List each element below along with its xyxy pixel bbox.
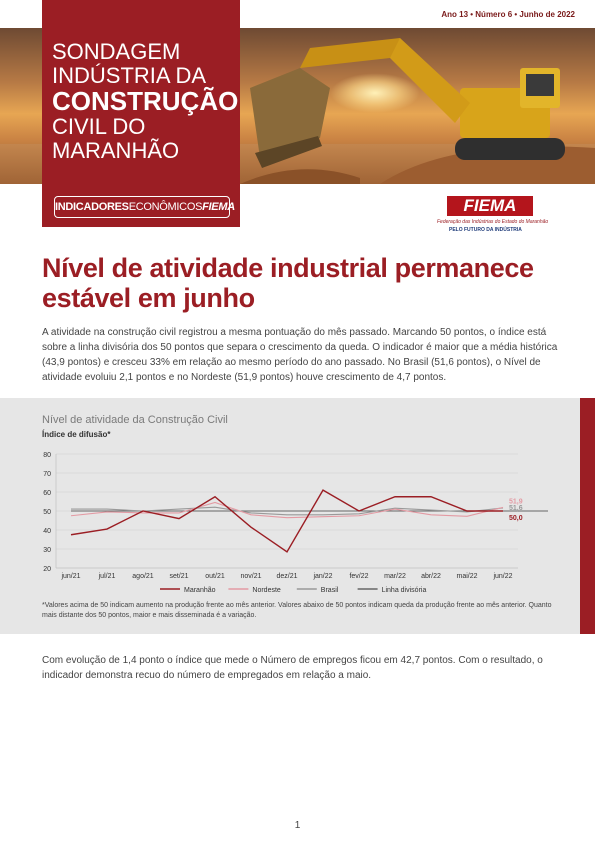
end-value-label: 51,6 [509, 504, 523, 512]
title-line: CIVIL DO [52, 114, 146, 139]
legend-label: Linha divisória [381, 587, 427, 594]
x-tick-label: mai/22 [456, 573, 478, 580]
x-tick-label: abr/22 [421, 573, 441, 580]
y-tick-label: 20 [43, 566, 51, 573]
chart-y-label: Índice de difusão* [42, 430, 111, 439]
y-tick-label: 40 [43, 528, 51, 535]
title-line: CONSTRUÇÃO [52, 86, 239, 116]
line-chart [30, 446, 560, 598]
chart-title: Nível de atividade da Construção Civil [42, 414, 228, 426]
legend-label: Nordeste [252, 587, 281, 594]
chart-footnote: *Valores acima de 50 indicam aumento na produção frente ao mês anterior. Valores abaixo de 50 pontos indicam queda da produção frente ao mês anterior. Quanto mais distante dos 50 pontos, maior e mais disseminada é a variação. [42, 602, 552, 619]
x-tick-label: jul/21 [98, 573, 116, 580]
x-tick-label: out/21 [205, 573, 225, 580]
y-tick-label: 60 [43, 490, 51, 497]
logo-slogan: PELO FUTURO DA INDÚSTRIA [449, 227, 522, 233]
x-tick-label: nov/21 [240, 573, 262, 580]
tag-part1: INDICADORES [55, 201, 129, 213]
article-headline: Nível de atividade industrial permanece estável em junho [42, 253, 534, 313]
issue-info: Ano 13 • Número 6 • Junho de 2022 [441, 10, 575, 19]
fiema-logo [437, 196, 555, 233]
indicator-tag [54, 196, 235, 218]
end-value-label: 51,9 [509, 498, 523, 506]
y-tick-label: 70 [43, 471, 51, 478]
x-tick-label: mar/22 [384, 573, 406, 580]
logo-subtitle: Federação das Indústrias do Estado do Maranhão [437, 219, 549, 225]
legend-label: Brasil [320, 587, 339, 594]
x-tick-label: jan/22 [313, 573, 333, 580]
y-tick-label: 80 [43, 452, 51, 459]
page-number: 1 [294, 820, 301, 831]
tag-part2: ECONÔMICOS [128, 201, 203, 213]
article-paragraph: A atividade na construção civil registrou a mesma pontuação do mês passado. Marcando 50 pontos, o índice está sobre a linha divisória dos 50 pontos que separa o crescimento da queda. O indicador é maior que a média histórica (43,9 pontos) e cresceu 33% em relação ao mesmo período do ano passado. No Brasil (51,6 pontos), o Nível de atividade evoluiu 2,1 pontos e no Nordeste (51,9 pontos) houve crescimento de 4,7 pontos. [42, 327, 558, 383]
series-line-maranhao [71, 490, 503, 552]
title-line: SONDAGEM [52, 39, 181, 64]
x-tick-label: fev/22 [349, 573, 369, 580]
side-accent-bar [580, 398, 595, 634]
end-value-label: 50,0 [509, 515, 523, 522]
x-tick-label: set/21 [169, 573, 189, 580]
title-line: MARANHÃO [52, 138, 180, 163]
x-tick-label: dez/21 [276, 573, 298, 580]
logo-wordmark: FIEMA [447, 196, 533, 216]
legend-label: Maranhão [184, 587, 216, 594]
x-tick-label: ago/21 [132, 573, 154, 580]
title-line: INDÚSTRIA DA [52, 63, 207, 88]
article-paragraph: Com evolução de 1,4 ponto o índice que mede o Número de empregos ficou em 42,7 pontos. Com o resultado, o indicador demonstra recuo do número de empregados em relação a maio. [42, 655, 543, 681]
y-tick-label: 50 [43, 509, 51, 516]
x-tick-label: jun/22 [493, 573, 513, 580]
x-tick-label: jun/21 [61, 573, 81, 580]
tag-part3: FIEMA [202, 201, 235, 213]
report-title [52, 40, 242, 163]
y-tick-label: 30 [43, 547, 51, 554]
